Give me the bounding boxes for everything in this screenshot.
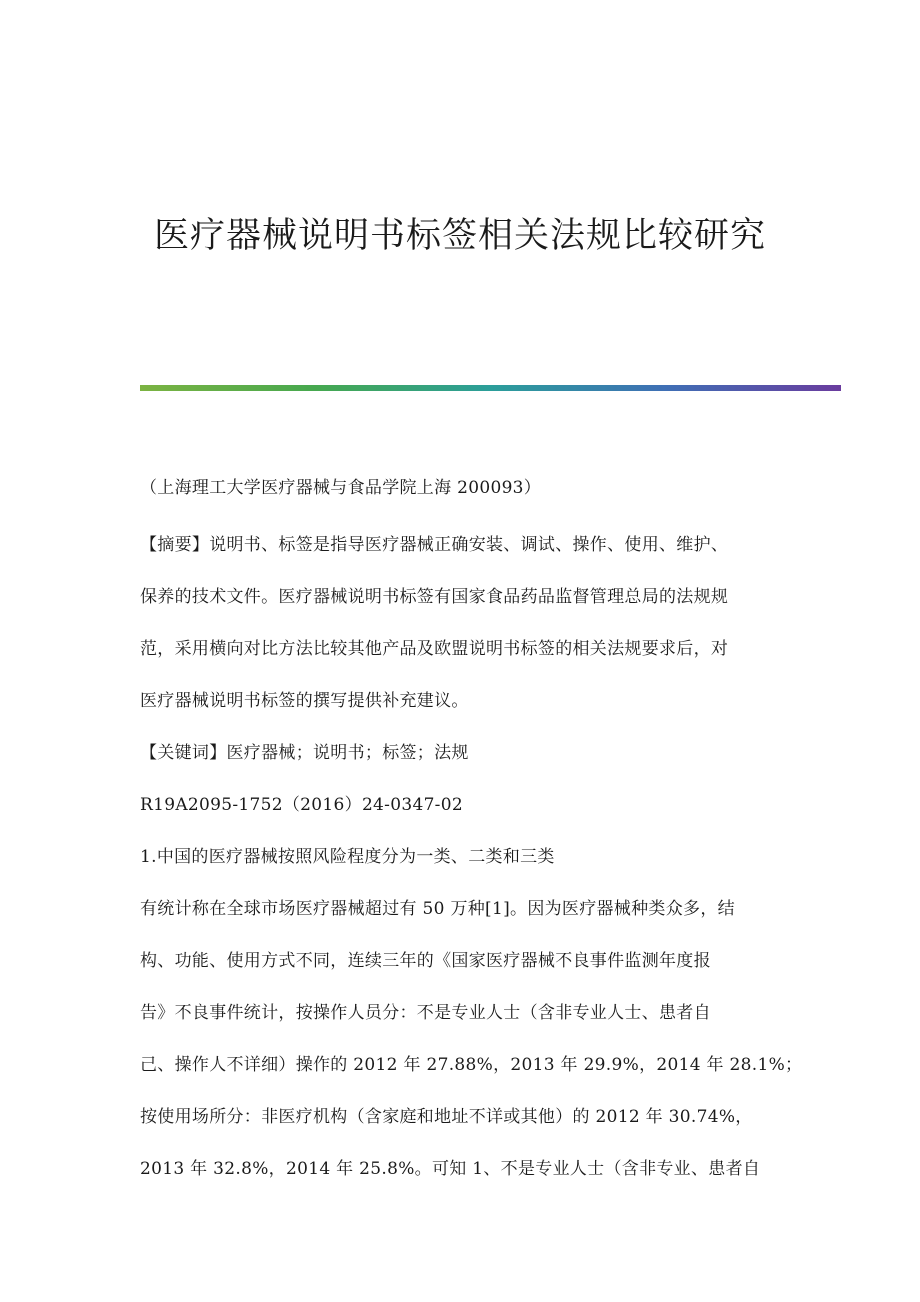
body-line: 己、操作人不详细）操作的 2012 年 27.88%，2013 年 29.9%，2014 年 28.1%； <box>140 1055 803 1075</box>
body-line: 告》不良事件统计，按操作人员分：不是专业人士（含非专业人士、患者自 <box>140 1003 711 1023</box>
body-line: 按使用场所分：非医疗机构（含家庭和地址不详或其他）的 2012 年 30.74%， <box>140 1107 753 1127</box>
keywords: 【关键词】医疗器械；说明书；标签；法规 <box>140 743 469 763</box>
abstract-line: 医疗器械说明书标签的撰写提供补充建议。 <box>140 691 469 711</box>
body-line: 构、功能、使用方式不同，连续三年的《国家医疗器械不良事件监测年度报 <box>140 951 711 971</box>
affiliation: （上海理工大学医疗器械与食品学院上海 200093） <box>140 478 542 498</box>
title-divider <box>140 385 841 391</box>
abstract-line: 【摘要】说明书、标签是指导医疗器械正确安装、调试、操作、使用、维护、 <box>140 535 729 555</box>
document-title: 医疗器械说明书标签相关法规比较研究 <box>153 216 766 256</box>
body-line: 有统计称在全球市场医疗器械超过有 50 万种[1]。因为医疗器械种类众多，结 <box>140 899 735 919</box>
abstract-line: 保养的技术文件。医疗器械说明书标签有国家食品药品监督管理总局的法规规 <box>140 587 729 607</box>
document-body <box>140 462 803 1195</box>
classification-number: R19A2095-1752（2016）24-0347-02 <box>140 795 463 815</box>
abstract-line: 范，采用横向对比方法比较其他产品及欧盟说明书标签的相关法规要求后，对 <box>140 639 729 659</box>
body-line: 2013 年 32.8%，2014 年 25.8%。可知 1、不是专业人士（含非专业、患者自 <box>140 1159 761 1179</box>
section-heading: 1.中国的医疗器械按照风险程度分为一类、二类和三类 <box>140 847 555 867</box>
